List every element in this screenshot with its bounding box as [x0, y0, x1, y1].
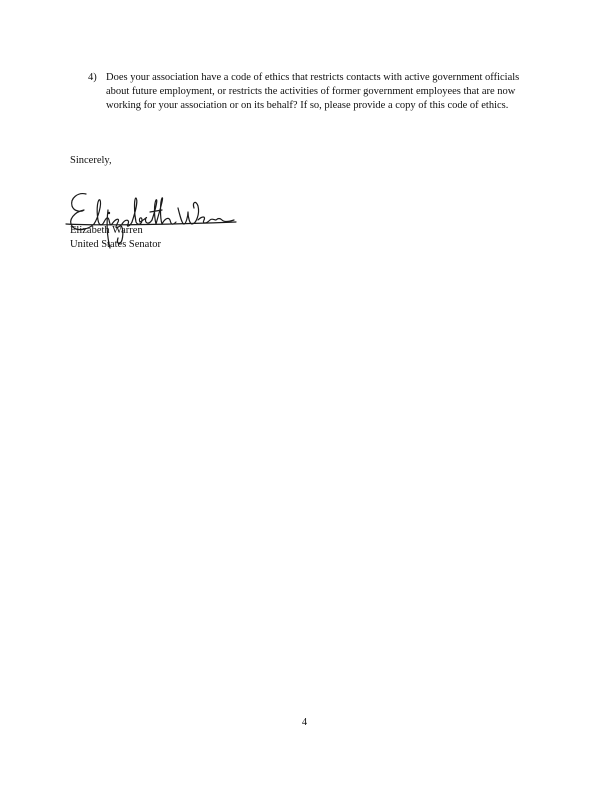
page-number: 4: [301, 717, 308, 728]
closing-salutation: Sincerely,: [70, 155, 112, 166]
signer-name: Elizabeth Warren: [70, 225, 143, 236]
question-number: 4): [88, 72, 97, 83]
question-text: Does your association have a code of ethics that restricts contacts with active government officials about future employment, or restricts the activities of former government employees that are now working for your association or on its behalf? If so, please provide a copy of this code of ethics.: [106, 72, 520, 111]
signer-title: United States Senator: [70, 239, 161, 250]
